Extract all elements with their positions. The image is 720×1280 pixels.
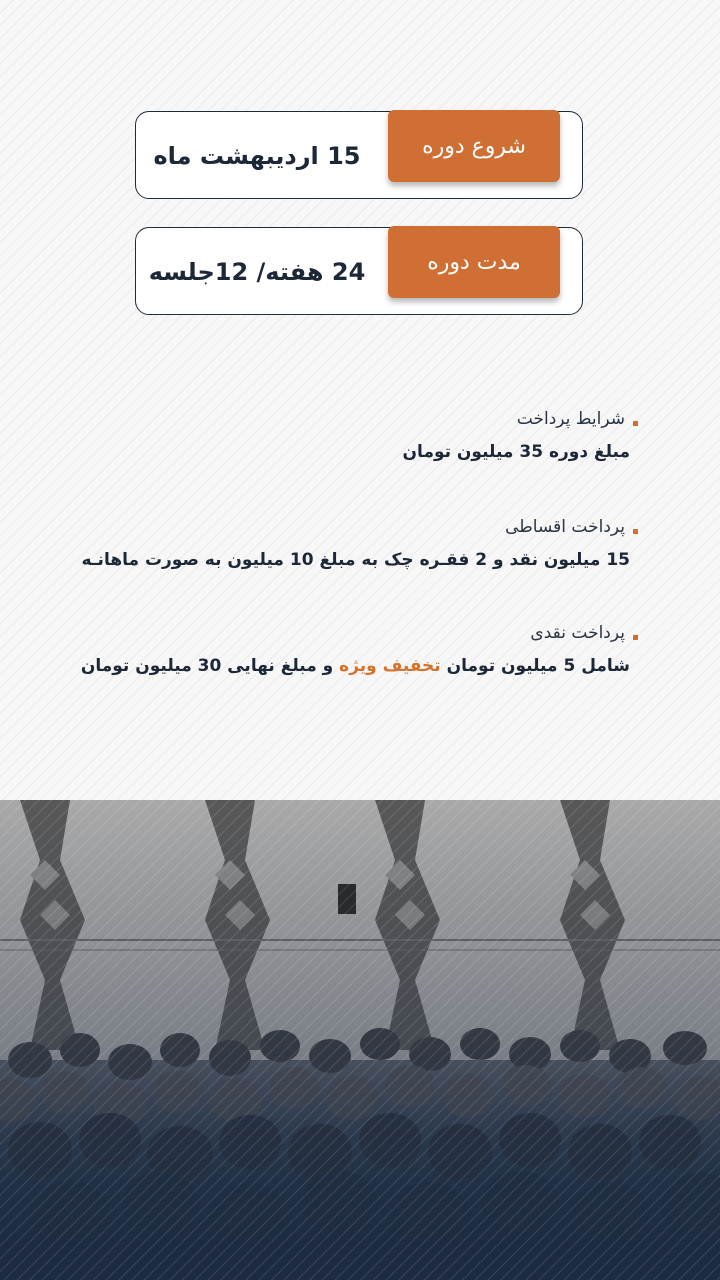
audience-illustration (0, 800, 720, 1280)
installment-detail: 15 میلیون نقد و 2 فقـره چک به مبلغ 10 میلیون به صورت ماهانـه (81, 550, 630, 570)
cash-heading (60, 618, 640, 648)
cash-detail-after: و مبلغ نهایی 30 میلیون تومان (80, 656, 334, 676)
installment-heading-text: پرداخت اقساطی (505, 517, 625, 537)
payment-terms-heading (60, 404, 640, 434)
payment-terms-detail: مبلغ دوره 35 میلیون تومان (402, 442, 630, 462)
cash-section (60, 618, 640, 676)
course-duration-box (135, 227, 583, 315)
installment-heading (60, 512, 640, 542)
square-bullet-icon (633, 529, 638, 534)
course-start-label: شروع دوره (388, 110, 560, 182)
course-start-box (135, 111, 583, 199)
cash-detail-before: شامل 5 میلیون تومان (446, 656, 630, 676)
special-discount-highlight: تخفیف ویژه (339, 656, 441, 676)
audience-photo (0, 800, 720, 1280)
cash-detail (60, 656, 640, 676)
payment-terms-section (60, 404, 640, 462)
course-start-value: 15 اردیبهشت ماه (153, 142, 361, 170)
installment-section (60, 512, 640, 570)
cash-heading-text: پرداخت نقدی (530, 623, 625, 643)
course-duration-label: مدت دوره (388, 226, 560, 298)
square-bullet-icon (633, 635, 638, 640)
square-bullet-icon (633, 421, 638, 426)
course-duration-value: 24 هفته/ 12جلسه (148, 258, 366, 286)
payment-terms-heading-text: شرایط پرداخت (516, 409, 625, 429)
